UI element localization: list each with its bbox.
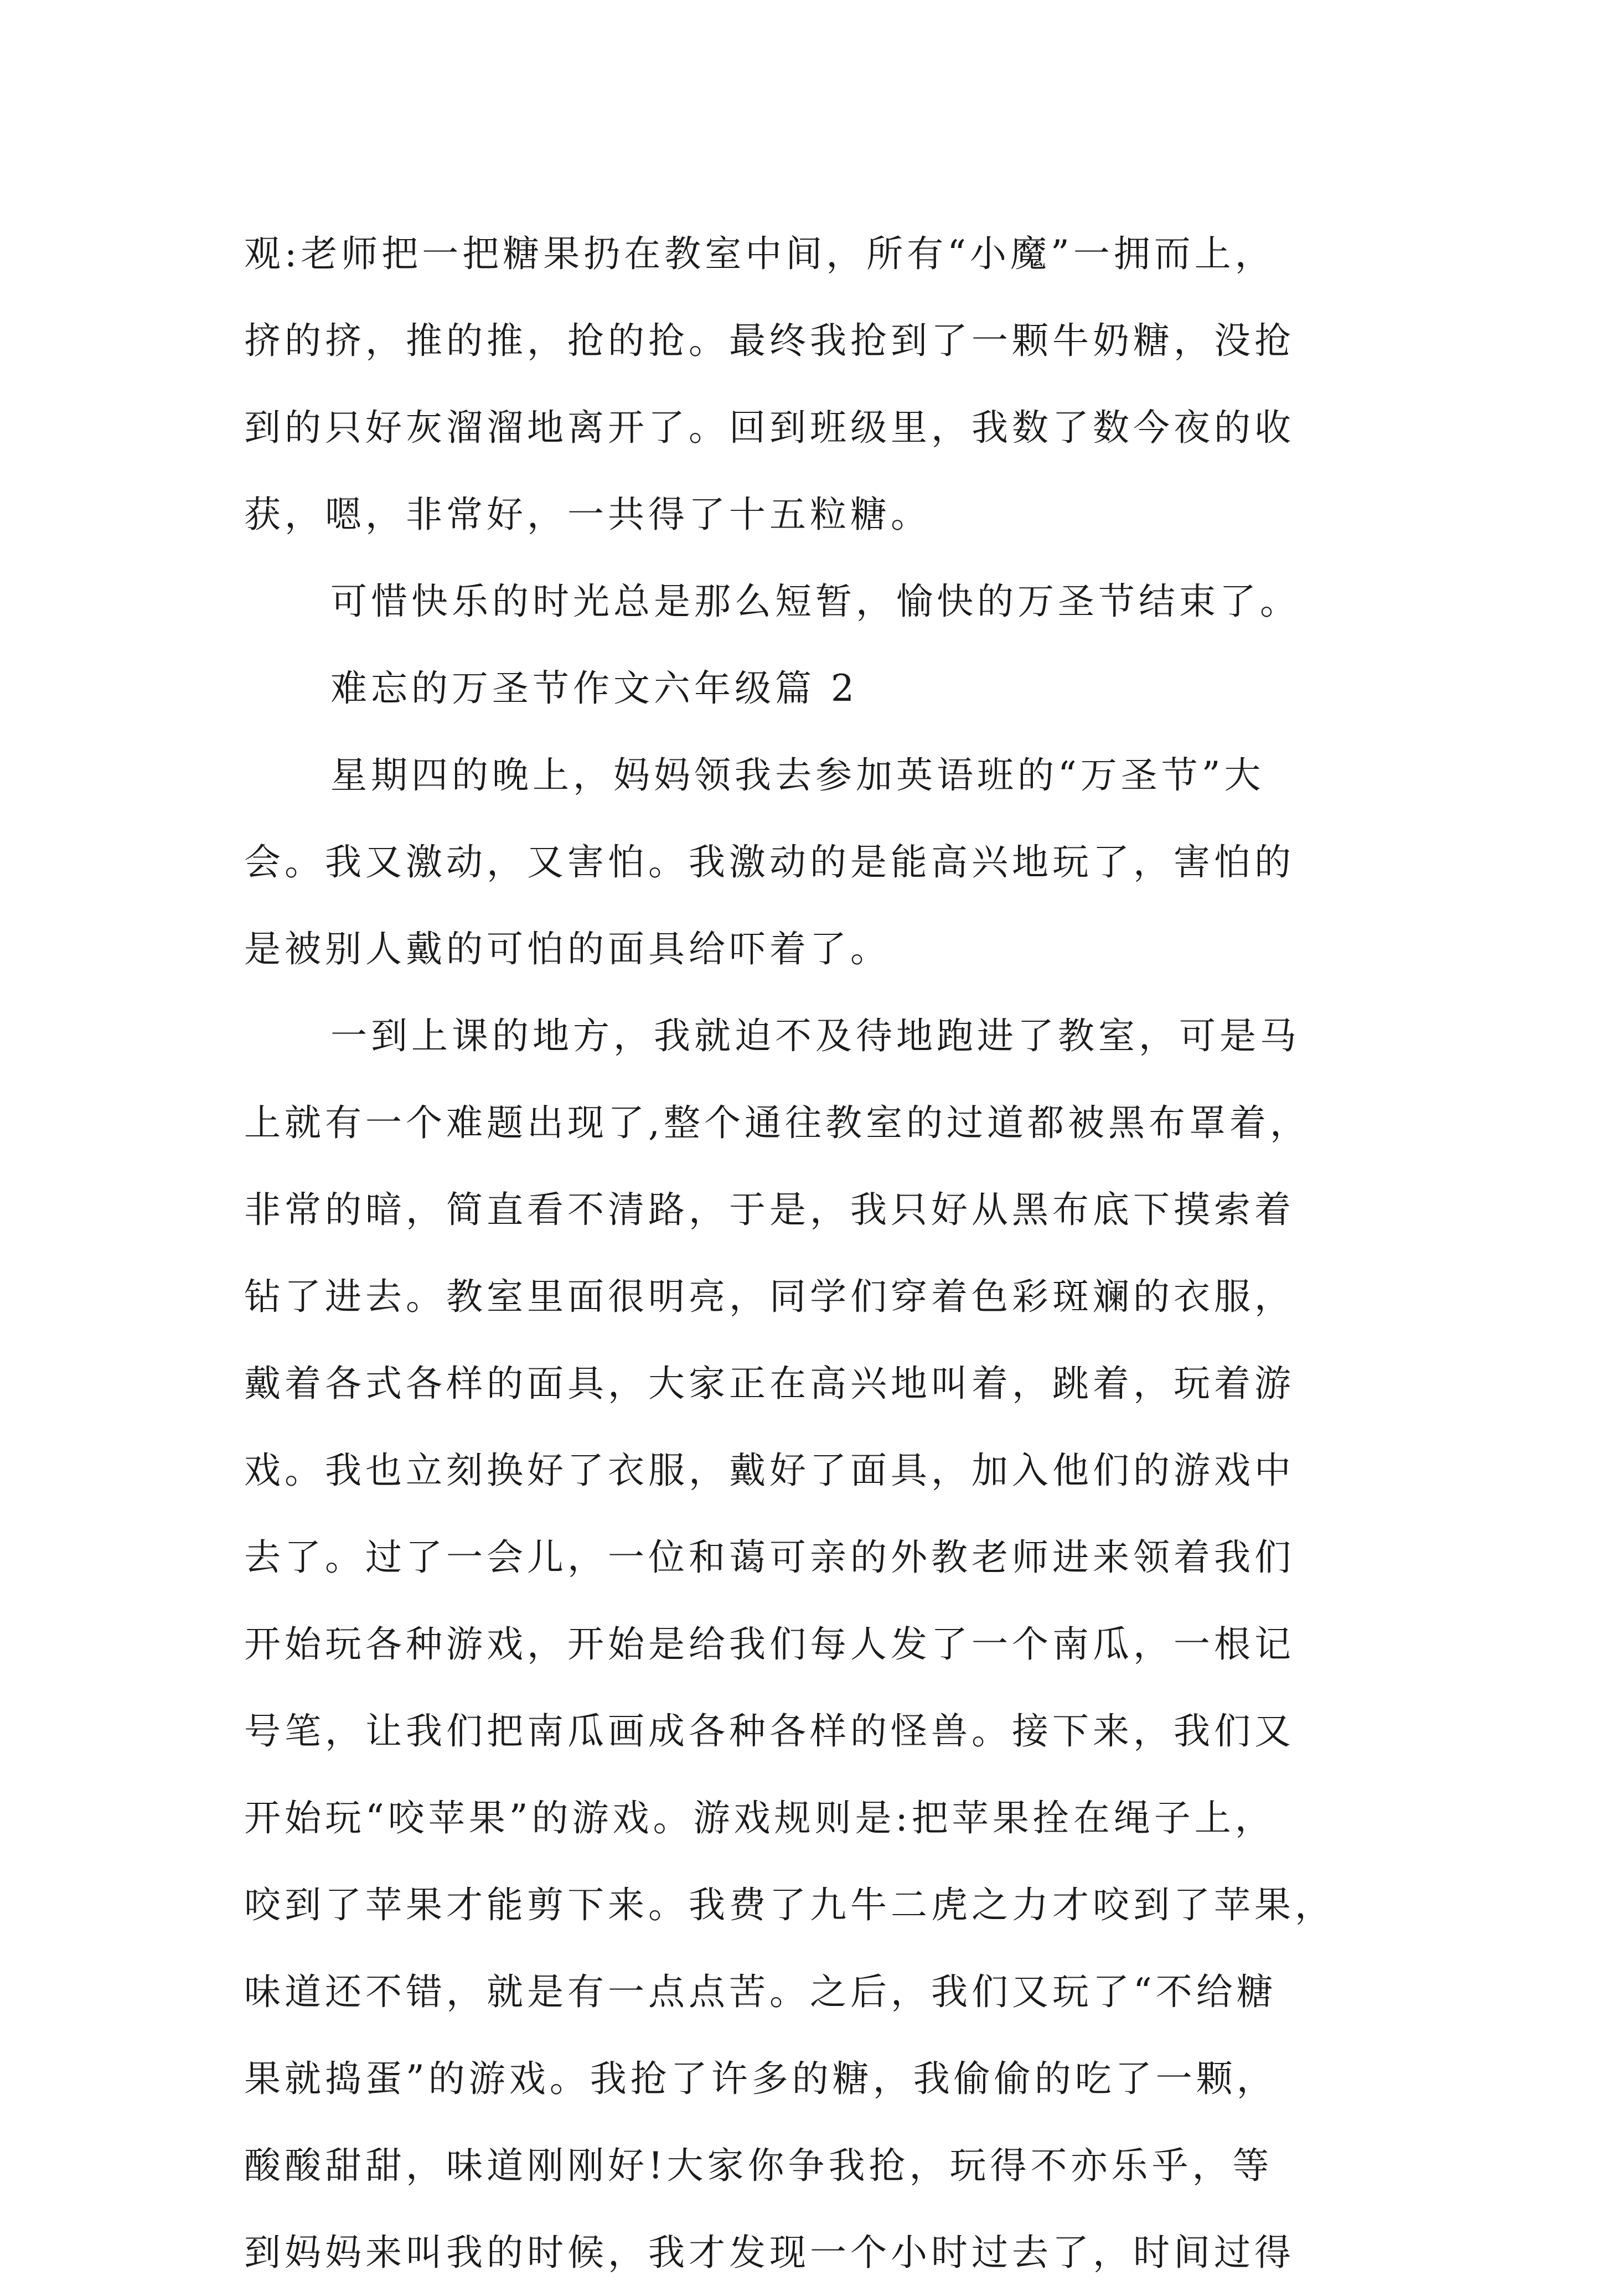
text-line-19: 开始玩“咬苹果”的游戏。游戏规则是:把苹果拴在绳子上， — [244, 1797, 1275, 1839]
text-line-2: 挤的挤，推的推，抢的抢。最终我抢到了一颗牛奶糖，没抢 — [244, 319, 1295, 362]
text-line-5: 可惜快乐的时光总是那么短暂，愉快的万圣节结束了。 — [330, 580, 1300, 623]
text-line-15: 戏。我也立刻换好了衣服，戴好了面具，加入他们的游戏中 — [244, 1449, 1295, 1492]
text-line-21: 味道还不错，就是有一点点苦。之后，我们又玩了“不给糖 — [244, 1971, 1277, 2013]
text-line-11: 上就有一个难题出现了,整个通往教室的过道都被黑布罩着， — [244, 1102, 1310, 1144]
text-line-13: 钻了进去。教室里面很明亮，同学们穿着色彩斑斓的衣服， — [244, 1275, 1295, 1318]
text-line-16: 去了。过了一会儿，一位和蔼可亲的外教老师进来领着我们 — [244, 1536, 1295, 1579]
text-line-24: 到妈妈来叫我的时候，我才发现一个小时过去了，时间过得 — [244, 2231, 1295, 2274]
text-line-9: 是被别人戴的可怕的面具给吓着了。 — [244, 928, 891, 970]
text-line-12: 非常的暗，简直看不清路，于是，我只好从黑布底下摸索着 — [244, 1188, 1295, 1231]
text-line-22: 果就捣蛋”的游戏。我抢了许多的糖，我偷偷的吃了一颗， — [244, 2057, 1277, 2100]
text-line-23: 酸酸甜甜，味道刚刚好!大家你争我抢，玩得不亦乐乎，等 — [244, 2144, 1273, 2187]
text-line-1: 观:老师把一把糖果扔在教室中间，所有“小魔”一拥而上， — [244, 232, 1275, 275]
document-body — [244, 210, 1418, 2296]
text-line-3: 到的只好灰溜溜地离开了。回到班级里，我数了数今夜的收 — [244, 406, 1295, 449]
text-line-8: 会。我又激动，又害怕。我激动的是能高兴地玩了，害怕的 — [244, 841, 1295, 883]
text-line-20: 咬到了苹果才能剪下来。我费了九牛二虎之力才咬到了苹果， — [244, 1884, 1335, 1926]
text-line-17: 开始玩各种游戏，开始是给我们每人发了一个南瓜，一根记 — [244, 1623, 1295, 1666]
text-line-4: 获，嗯，非常好，一共得了十五粒糖。 — [244, 493, 931, 536]
text-line-7: 星期四的晚上，妈妈领我去参加英语班的“万圣节”大 — [330, 754, 1265, 797]
text-line-18: 号笔，让我们把南瓜画成各种各样的怪兽。接下来，我们又 — [244, 1710, 1295, 1752]
text-line-14: 戴着各式各样的面具，大家正在高兴地叫着，跳着，玩着游 — [244, 1362, 1295, 1405]
section-heading: 难忘的万圣节作文六年级篇 2 — [330, 667, 858, 710]
text-line-10: 一到上课的地方，我就迫不及待地跑进了教室，可是马 — [330, 1015, 1300, 1057]
